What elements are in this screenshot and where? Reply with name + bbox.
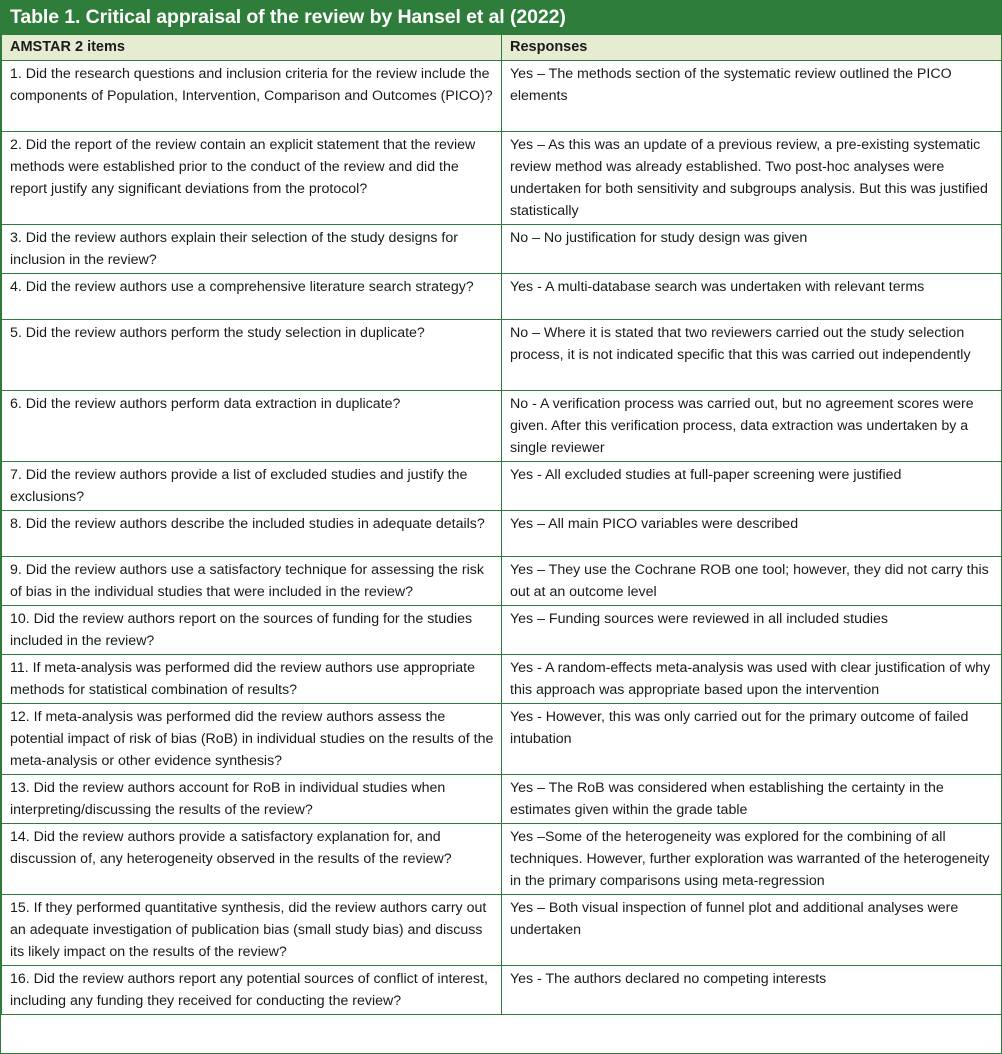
table-row: [2, 132, 1002, 225]
response-cell: Yes – The methods section of the systematic review outlined the PICO elements: [502, 61, 1002, 132]
item-cell: 1. Did the research questions and inclusion criteria for the review include the components of Population, Intervention, Comparison and Outcomes (PICO)?: [2, 61, 502, 132]
item-cell: 14. Did the review authors provide a satisfactory explanation for, and discussion of, any heterogeneity observed in the results of the review?: [2, 824, 502, 895]
table-row: [2, 462, 1002, 511]
item-cell: 7. Did the review authors provide a list of excluded studies and justify the exclusions?: [2, 462, 502, 511]
item-cell: 9. Did the review authors use a satisfactory technique for assessing the risk of bias in the individual studies that were included in the review?: [2, 557, 502, 606]
table-row: [2, 895, 1002, 966]
table-row: [2, 225, 1002, 274]
table-row: [2, 557, 1002, 606]
header-items: AMSTAR 2 items: [2, 35, 502, 61]
item-cell: 10. Did the review authors report on the sources of funding for the studies included in the review?: [2, 606, 502, 655]
table-row: [2, 966, 1002, 1015]
response-cell: Yes – The RoB was considered when establishing the certainty in the estimates given within the grade table: [502, 775, 1002, 824]
response-cell: No – No justification for study design was given: [502, 225, 1002, 274]
table-row: [2, 391, 1002, 462]
table-row: [2, 274, 1002, 320]
header-row: [2, 35, 1002, 61]
response-cell: Yes – Funding sources were reviewed in all included studies: [502, 606, 1002, 655]
response-cell: Yes - All excluded studies at full-paper screening were justified: [502, 462, 1002, 511]
response-cell: No – Where it is stated that two reviewers carried out the study selection process, it is not indicated specific that this was carried out independently: [502, 320, 1002, 391]
table-row: [2, 704, 1002, 775]
response-cell: Yes – As this was an update of a previous review, a pre-existing systematic review method was already established. Two post-hoc analyses were undertaken for both sensitivity and subgroups analysis. But this was justified statistically: [502, 132, 1002, 225]
table-row: [2, 824, 1002, 895]
item-cell: 6. Did the review authors perform data extraction in duplicate?: [2, 391, 502, 462]
table-title: Table 1. Critical appraisal of the review by Hansel et al (2022): [1, 1, 1001, 34]
item-cell: 3. Did the review authors explain their selection of the study designs for inclusion in the review?: [2, 225, 502, 274]
response-cell: Yes – All main PICO variables were described: [502, 511, 1002, 557]
response-cell: Yes - The authors declared no competing interests: [502, 966, 1002, 1015]
table-row: [2, 320, 1002, 391]
response-cell: Yes – They use the Cochrane ROB one tool; however, they did not carry this out at an outcome level: [502, 557, 1002, 606]
item-cell: 16. Did the review authors report any potential sources of conflict of interest, including any funding they received for conducting the review?: [2, 966, 502, 1015]
table-row: [2, 655, 1002, 704]
item-cell: 2. Did the report of the review contain an explicit statement that the review methods were established prior to the conduct of the review and did the report justify any significant deviations from the protocol?: [2, 132, 502, 225]
response-cell: Yes – Both visual inspection of funnel plot and additional analyses were undertaken: [502, 895, 1002, 966]
response-cell: Yes - A multi-database search was undertaken with relevant terms: [502, 274, 1002, 320]
appraisal-table: [1, 34, 1002, 1015]
response-cell: No - A verification process was carried out, but no agreement scores were given. After this verification process, data extraction was undertaken by a single reviewer: [502, 391, 1002, 462]
table-row: [2, 606, 1002, 655]
table-row: [2, 61, 1002, 132]
item-cell: 13. Did the review authors account for RoB in individual studies when interpreting/discussing the results of the review?: [2, 775, 502, 824]
table-row: [2, 511, 1002, 557]
item-cell: 15. If they performed quantitative synthesis, did the review authors carry out an adequate investigation of publication bias (small study bias) and discuss its likely impact on the results of the review?: [2, 895, 502, 966]
item-cell: 4. Did the review authors use a comprehensive literature search strategy?: [2, 274, 502, 320]
item-cell: 11. If meta-analysis was performed did the review authors use appropriate methods for statistical combination of results?: [2, 655, 502, 704]
response-cell: Yes –Some of the heterogeneity was explored for the combining of all techniques. However, further exploration was warranted of the heterogeneity in the primary comparisons using meta-regression: [502, 824, 1002, 895]
item-cell: 5. Did the review authors perform the study selection in duplicate?: [2, 320, 502, 391]
item-cell: 12. If meta-analysis was performed did the review authors assess the potential impact of risk of bias (RoB) in individual studies on the results of the meta-analysis or other evidence synthesis?: [2, 704, 502, 775]
header-responses: Responses: [502, 35, 1002, 61]
response-cell: Yes - A random-effects meta-analysis was used with clear justification of why this approach was appropriate based upon the intervention: [502, 655, 1002, 704]
table-row: [2, 775, 1002, 824]
item-cell: 8. Did the review authors describe the included studies in adequate details?: [2, 511, 502, 557]
response-cell: Yes - However, this was only carried out for the primary outcome of failed intubation: [502, 704, 1002, 775]
